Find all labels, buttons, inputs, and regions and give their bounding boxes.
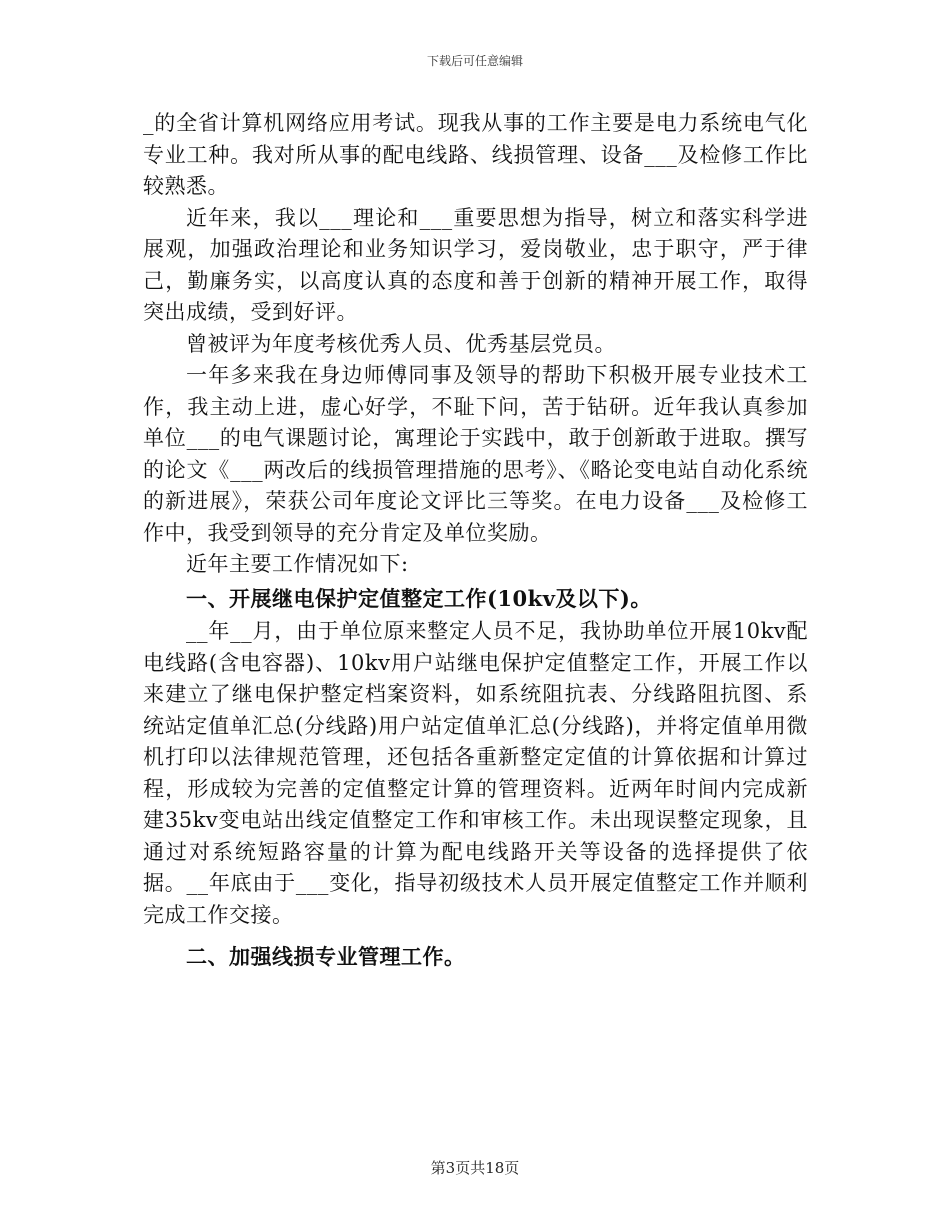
paragraph-summary-intro: 近年主要工作情况如下: [186,552,409,576]
page-number: 第3页共18页 [430,1159,520,1177]
page-header: 下载后可任意编辑 [426,54,523,68]
paragraph-continuation: _的全省计算机网络应用考试。现我从事的工作主要是电力系统电气化专业工种。我对所从事的配电线路、线损管理、设备___及检修工作比较熟悉。 [143,111,808,198]
paragraph-technical-work: 一年多来我在身边师傅同事及领导的帮助下积极开展专业技术工作，我主动上进，虚心好学，不耻下问，苦于钻研。近年我认真参加单位___的电气课题讨论，寓理论于实践中，敢于创新敢于进取。撰写的论文《___两改后的线损管理措施的思考》、《略论变电站自动化系统的新进展》，荣获公司年度论文评比三等奖。在电力设备___及检修工作中，我受到领导的充分肯定及单位奖励。 [143,363,808,545]
paragraph-guiding-thought: 近年来，我以___理论和___重要思想为指导，树立和落实科学进展观，加强政治理论和业务知识学习，爱岗敬业，忠于职守，严于律己，勤廉务实，以高度认真的态度和善于创新的精神开展工作，取得突出成绩，受到好评。 [143,205,808,324]
document-body [143,108,808,975]
paragraph-relay-protection: __年__月，由于单位原来整定人员不足，我协助单位开展10kv配电线路(含电容器)、10kv用户站继电保护定值整定工作，开展工作以来建立了继电保护整定档案资料，如系统阻抗表、分线路阻抗图、系统站定值单汇总(分线路)用户站定值单汇总(分线路)，并将定值单用微机打印以法律规范管理，还包括各重新整定定值的计算依据和计算过程，形成较为完善的定值整定计算的管理资料。近两年时间内完成新建35kv变电站出线定值整定工作和审核工作。未出现误整定现象，且通过对系统短路容量的计算为配电线路开关等设备的选择提供了依据。__年底由于___变化，指导初级技术人员开展定值整定工作并顺利完成工作交接。 [143,619,808,927]
paragraph-awards: 曾被评为年度考核优秀人员、优秀基层党员。 [186,331,616,356]
section-heading-2: 二、加强线损专业管理工作。 [186,944,466,969]
section-heading-1: 一、开展继电保护定值整定工作(10kv及以下)。 [186,585,652,611]
